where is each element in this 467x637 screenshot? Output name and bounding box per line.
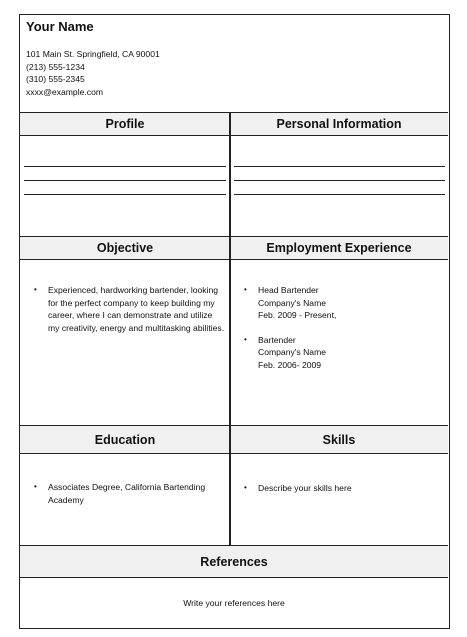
profile-blank-line xyxy=(24,166,226,167)
job-title: • Bartender xyxy=(258,334,296,345)
personal-info-blank-line xyxy=(234,166,445,167)
skills-heading: Skills xyxy=(230,425,448,454)
references-content: Write your references here xyxy=(183,598,285,608)
job-dates: Feb. 2009 - Present, xyxy=(258,310,337,321)
company-name: Company's Name xyxy=(258,297,327,308)
education-content xyxy=(20,481,210,506)
contact-info xyxy=(26,48,160,98)
resume-name: Your Name xyxy=(26,19,94,34)
profile-blank-line xyxy=(24,194,226,195)
employment-content xyxy=(230,284,445,372)
education-heading: Education xyxy=(20,425,230,454)
employment-item xyxy=(230,284,445,322)
profile-blank-line xyxy=(24,180,226,181)
address: 101 Main St. Springfield, CA 90001 xyxy=(26,49,160,59)
references-heading: References xyxy=(20,545,448,578)
column-divider xyxy=(229,112,231,545)
objective-content xyxy=(20,284,225,334)
objective-item: • Experienced, hardworking bartender, looking for the perfect company to keep building my career, where I can demonstrate and utilize my creativity, energy and multitasking abilities. xyxy=(20,284,225,334)
phone-secondary: (310) 555-2345 xyxy=(26,74,85,84)
email: xxxx@example.com xyxy=(26,86,104,97)
education-item: • Associates Degree, California Bartending Academy xyxy=(20,481,210,506)
resume-sheet xyxy=(19,14,450,629)
job-title: • Head Bartender xyxy=(258,285,319,295)
employment-experience-heading: Employment Experience xyxy=(230,236,448,260)
personal-information-heading: Personal Information xyxy=(230,112,448,136)
objective-heading: Objective xyxy=(20,236,230,260)
skills-content xyxy=(230,482,445,495)
job-dates: Feb. 2006- 2009 xyxy=(258,359,322,370)
company-name: Company's Name xyxy=(258,347,327,358)
phone-primary: (213) 555-1234 xyxy=(26,61,85,72)
personal-info-blank-line xyxy=(234,180,445,181)
employment-item xyxy=(230,334,445,372)
personal-info-blank-line xyxy=(234,194,445,195)
skills-item: • Describe your skills here xyxy=(230,482,445,495)
profile-heading: Profile xyxy=(20,112,230,136)
